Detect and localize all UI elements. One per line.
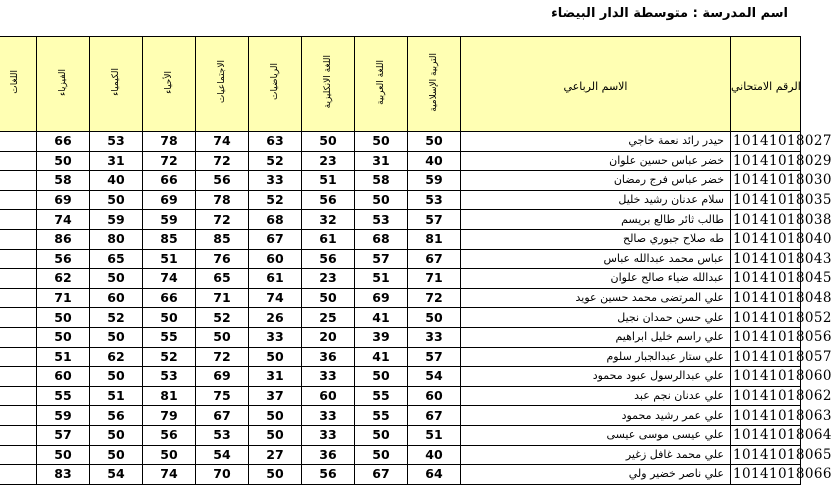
score-cell: 66 — [143, 171, 196, 191]
languages-cell — [0, 445, 37, 465]
languages-cell — [0, 367, 37, 387]
results-body — [0, 132, 832, 485]
student-name-cell: سلام عدنان رشيد خليل — [461, 190, 731, 210]
score-cell: 50 — [196, 327, 249, 347]
score-cell: 85 — [143, 229, 196, 249]
score-cell: 31 — [355, 151, 408, 171]
score-cell: 50 — [355, 445, 408, 465]
exam-number-cell: 10141018062 — [731, 386, 801, 406]
table-row — [0, 151, 801, 171]
student-name-cell: علي راسم خليل ابراهيم — [461, 327, 731, 347]
score-cell: 61 — [249, 269, 302, 289]
header-english: اللغة الانكليزية — [302, 37, 355, 132]
score-cell: 69 — [143, 190, 196, 210]
score-cell: 68 — [355, 229, 408, 249]
header-name: الاسم الرباعي — [461, 37, 731, 132]
exam-number-cell: 10141018043 — [731, 249, 801, 269]
table-row — [0, 132, 801, 152]
score-cell: 26 — [249, 308, 302, 328]
score-cell: 50 — [143, 308, 196, 328]
exam-number-cell: 10141018065 — [731, 445, 801, 465]
languages-cell — [0, 132, 37, 152]
score-cell: 57 — [408, 347, 461, 367]
score-cell: 74 — [249, 288, 302, 308]
score-cell: 50 — [37, 308, 90, 328]
score-cell: 57 — [408, 210, 461, 230]
score-cell: 36 — [302, 347, 355, 367]
score-cell: 66 — [37, 132, 90, 152]
score-cell: 50 — [90, 327, 143, 347]
score-cell: 50 — [408, 132, 461, 152]
languages-cell — [0, 386, 37, 406]
score-cell: 50 — [408, 308, 461, 328]
score-cell: 52 — [143, 347, 196, 367]
languages-cell — [0, 347, 37, 367]
table-row — [0, 210, 801, 230]
exam-number-cell: 10141018063 — [731, 406, 801, 426]
table-row — [0, 171, 801, 191]
score-cell: 56 — [196, 171, 249, 191]
score-cell: 33 — [249, 327, 302, 347]
table-row — [0, 347, 801, 367]
score-cell: 50 — [355, 132, 408, 152]
score-cell: 20 — [302, 327, 355, 347]
score-cell: 33 — [302, 367, 355, 387]
student-name-cell: علي عدنان نجم عبد — [461, 386, 731, 406]
score-cell: 60 — [302, 386, 355, 406]
languages-cell — [0, 425, 37, 445]
score-cell: 50 — [90, 190, 143, 210]
table-row — [0, 425, 801, 445]
score-cell: 50 — [90, 367, 143, 387]
languages-cell — [0, 190, 37, 210]
exam-number-cell: 10141018056 — [731, 327, 801, 347]
score-cell: 50 — [90, 445, 143, 465]
score-cell: 69 — [196, 367, 249, 387]
score-cell: 66 — [143, 288, 196, 308]
student-name-cell: حيدر رائد نعمة خاجي — [461, 132, 731, 152]
score-cell: 71 — [408, 269, 461, 289]
results-sheet — [0, 36, 832, 485]
score-cell: 78 — [196, 190, 249, 210]
table-row — [0, 288, 801, 308]
score-cell: 65 — [196, 269, 249, 289]
score-cell: 58 — [37, 171, 90, 191]
score-cell: 56 — [302, 249, 355, 269]
score-cell: 72 — [196, 347, 249, 367]
score-cell: 33 — [302, 425, 355, 445]
score-cell: 59 — [408, 171, 461, 191]
score-cell: 51 — [143, 249, 196, 269]
score-cell: 69 — [355, 288, 408, 308]
score-cell: 67 — [249, 229, 302, 249]
header-islamic: التربية الإسلامية — [408, 37, 461, 132]
score-cell: 71 — [37, 288, 90, 308]
score-cell: 56 — [37, 249, 90, 269]
score-cell: 33 — [408, 327, 461, 347]
score-cell: 50 — [355, 367, 408, 387]
score-cell: 74 — [143, 269, 196, 289]
score-cell: 31 — [249, 367, 302, 387]
table-row — [0, 269, 801, 289]
languages-cell — [0, 171, 37, 191]
student-name-cell: خضر عباس فرج رمضان — [461, 171, 731, 191]
score-cell: 74 — [143, 465, 196, 485]
score-cell: 54 — [196, 445, 249, 465]
student-name-cell: علي حسن حمدان نجيل — [461, 308, 731, 328]
score-cell: 67 — [408, 249, 461, 269]
exam-number-cell: 10141018066 — [731, 465, 801, 485]
score-cell: 76 — [196, 249, 249, 269]
header-arabic: اللغة العربية — [355, 37, 408, 132]
score-cell: 51 — [37, 347, 90, 367]
score-cell: 75 — [196, 386, 249, 406]
score-cell: 60 — [408, 386, 461, 406]
score-cell: 57 — [37, 425, 90, 445]
score-cell: 70 — [196, 465, 249, 485]
score-cell: 31 — [90, 151, 143, 171]
score-cell: 58 — [355, 171, 408, 191]
score-cell: 72 — [408, 288, 461, 308]
score-cell: 53 — [90, 132, 143, 152]
score-cell: 61 — [302, 229, 355, 249]
score-cell: 55 — [355, 386, 408, 406]
score-cell: 71 — [196, 288, 249, 308]
languages-cell — [0, 327, 37, 347]
score-cell: 25 — [302, 308, 355, 328]
header-social: الاجتماعيات — [196, 37, 249, 132]
score-cell: 56 — [143, 425, 196, 445]
languages-cell — [0, 151, 37, 171]
score-cell: 23 — [302, 151, 355, 171]
score-cell: 50 — [90, 425, 143, 445]
exam-number-cell: 10141018027 — [731, 132, 801, 152]
header-row — [0, 37, 801, 132]
languages-cell — [0, 269, 37, 289]
score-cell: 53 — [143, 367, 196, 387]
header-math: الرياضيات — [249, 37, 302, 132]
languages-cell — [0, 229, 37, 249]
score-cell: 50 — [302, 288, 355, 308]
score-cell: 50 — [249, 406, 302, 426]
score-cell: 39 — [355, 327, 408, 347]
score-cell: 53 — [408, 190, 461, 210]
exam-number-cell: 10141018029 — [731, 151, 801, 171]
score-cell: 64 — [408, 465, 461, 485]
header-biology: الأحياء — [143, 37, 196, 132]
student-name-cell: علي ستار عبدالجبار سلوم — [461, 347, 731, 367]
score-cell: 69 — [37, 190, 90, 210]
exam-number-cell: 10141018030 — [731, 171, 801, 191]
score-cell: 40 — [408, 151, 461, 171]
score-cell: 23 — [302, 269, 355, 289]
exam-number-cell: 10141018045 — [731, 269, 801, 289]
table-row — [0, 465, 801, 485]
score-cell: 59 — [37, 406, 90, 426]
score-cell: 60 — [90, 288, 143, 308]
score-cell: 50 — [90, 269, 143, 289]
score-cell: 40 — [408, 445, 461, 465]
exam-number-cell: 10141018048 — [731, 288, 801, 308]
header-languages: اللغات — [0, 37, 37, 132]
score-cell: 74 — [196, 132, 249, 152]
results-table — [0, 36, 832, 485]
score-cell: 41 — [355, 308, 408, 328]
score-cell: 50 — [249, 425, 302, 445]
score-cell: 55 — [143, 327, 196, 347]
score-cell: 50 — [37, 151, 90, 171]
score-cell: 60 — [249, 249, 302, 269]
table-row — [0, 327, 801, 347]
student-name-cell: علي عبدالرسول عبود محمود — [461, 367, 731, 387]
student-name-cell: علي عمر رشيد محمود — [461, 406, 731, 426]
header-chemistry: الكيمياء — [90, 37, 143, 132]
score-cell: 32 — [302, 210, 355, 230]
score-cell: 85 — [196, 229, 249, 249]
table-row — [0, 406, 801, 426]
score-cell: 50 — [37, 327, 90, 347]
school-name-line: اسم المدرسة : متوسطة الدار البيضاء — [551, 6, 788, 21]
table-row — [0, 445, 801, 465]
score-cell: 50 — [37, 445, 90, 465]
score-cell: 74 — [37, 210, 90, 230]
score-cell: 37 — [249, 386, 302, 406]
score-cell: 67 — [196, 406, 249, 426]
score-cell: 51 — [408, 425, 461, 445]
score-cell: 55 — [37, 386, 90, 406]
score-cell: 52 — [90, 308, 143, 328]
table-row — [0, 367, 801, 387]
score-cell: 40 — [90, 171, 143, 191]
student-name-cell: خضر عباس حسين علوان — [461, 151, 731, 171]
score-cell: 52 — [249, 151, 302, 171]
score-cell: 80 — [90, 229, 143, 249]
score-cell: 65 — [90, 249, 143, 269]
languages-cell — [0, 406, 37, 426]
score-cell: 50 — [143, 445, 196, 465]
student-name-cell: عباس محمد عبدالله عباس — [461, 249, 731, 269]
score-cell: 79 — [143, 406, 196, 426]
student-name-cell: طه صلاح جبوري صالح — [461, 229, 731, 249]
score-cell: 56 — [90, 406, 143, 426]
exam-number-cell: 10141018038 — [731, 210, 801, 230]
score-cell: 51 — [355, 269, 408, 289]
score-cell: 62 — [37, 269, 90, 289]
exam-number-cell: 10141018060 — [731, 367, 801, 387]
score-cell: 86 — [37, 229, 90, 249]
score-cell: 50 — [249, 347, 302, 367]
exam-number-cell: 10141018035 — [731, 190, 801, 210]
languages-cell — [0, 308, 37, 328]
score-cell: 56 — [302, 465, 355, 485]
score-cell: 63 — [249, 132, 302, 152]
score-cell: 53 — [196, 425, 249, 445]
score-cell: 67 — [355, 465, 408, 485]
score-cell: 50 — [249, 465, 302, 485]
score-cell: 72 — [196, 151, 249, 171]
score-cell: 78 — [143, 132, 196, 152]
score-cell: 54 — [90, 465, 143, 485]
score-cell: 36 — [302, 445, 355, 465]
score-cell: 54 — [408, 367, 461, 387]
score-cell: 27 — [249, 445, 302, 465]
score-cell: 50 — [355, 425, 408, 445]
score-cell: 59 — [90, 210, 143, 230]
score-cell: 33 — [249, 171, 302, 191]
score-cell: 57 — [355, 249, 408, 269]
score-cell: 72 — [143, 151, 196, 171]
score-cell: 81 — [408, 229, 461, 249]
languages-cell — [0, 210, 37, 230]
score-cell: 60 — [37, 367, 90, 387]
exam-number-cell: 10141018052 — [731, 308, 801, 328]
score-cell: 59 — [143, 210, 196, 230]
score-cell: 41 — [355, 347, 408, 367]
student-name-cell: علي المرتضى محمد حسين عويد — [461, 288, 731, 308]
score-cell: 68 — [249, 210, 302, 230]
score-cell: 53 — [355, 210, 408, 230]
languages-cell — [0, 288, 37, 308]
header-physics: الفيزياء — [37, 37, 90, 132]
score-cell: 67 — [408, 406, 461, 426]
table-row — [0, 386, 801, 406]
score-cell: 52 — [249, 190, 302, 210]
table-row — [0, 190, 801, 210]
score-cell: 51 — [90, 386, 143, 406]
student-name-cell: طالب ثائر طالع بريسم — [461, 210, 731, 230]
header-exam-number: الرقم الامتحاني — [731, 37, 801, 132]
table-row — [0, 308, 801, 328]
score-cell: 83 — [37, 465, 90, 485]
score-cell: 72 — [196, 210, 249, 230]
score-cell: 50 — [355, 190, 408, 210]
student-name-cell: علي ناصر خضير ولي — [461, 465, 731, 485]
exam-number-cell: 10141018057 — [731, 347, 801, 367]
score-cell: 81 — [143, 386, 196, 406]
student-name-cell: عبدالله ضياء صالح علوان — [461, 269, 731, 289]
languages-cell — [0, 249, 37, 269]
score-cell: 51 — [302, 171, 355, 191]
student-name-cell: علي محمد غافل زغير — [461, 445, 731, 465]
score-cell: 50 — [302, 132, 355, 152]
student-name-cell: علي عيسى موسى عيسى — [461, 425, 731, 445]
score-cell: 33 — [302, 406, 355, 426]
score-cell: 62 — [90, 347, 143, 367]
exam-number-cell: 10141018040 — [731, 229, 801, 249]
table-row — [0, 249, 801, 269]
score-cell: 52 — [196, 308, 249, 328]
exam-number-cell: 10141018064 — [731, 425, 801, 445]
table-row — [0, 229, 801, 249]
languages-cell — [0, 465, 37, 485]
score-cell: 56 — [302, 190, 355, 210]
score-cell: 55 — [355, 406, 408, 426]
